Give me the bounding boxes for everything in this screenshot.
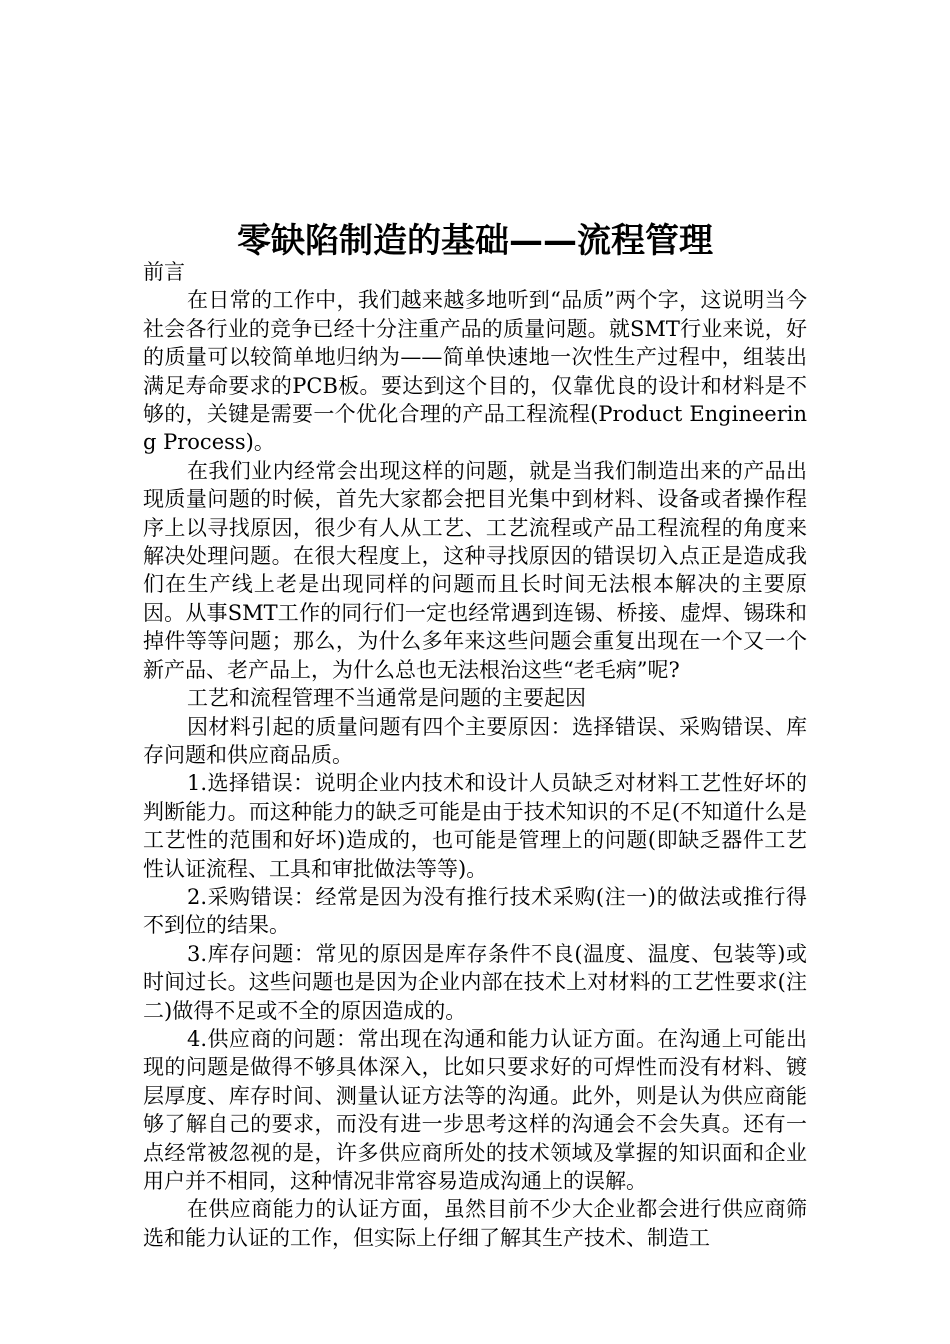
document-body	[143, 258, 807, 1252]
list-item: 3.库存问题：常见的原因是库存条件不良(温度、温度、包装等)或时间过长。这些问题也是因为企业内部在技术上对材料的工艺性要求(注二)做得不足或不全的原因造成的。	[143, 941, 807, 1023]
paragraph: 在日常的工作中，我们越来越多地听到“品质”两个字，这说明当今社会各行业的竞争已经十分注重产品的质量问题。就SMT行业来说，好的质量可以较简单地归纳为——简单快速地一次性生产过程中，组装出满足寿命要求的PCB板。要达到这个目的，仅靠优良的设计和材料是不够的，关键是需要一个优化合理的产品工程流程(Product Engineering Process)。	[143, 288, 807, 455]
list-item: 1.选择错误：说明企业内技术和设计人员缺乏对材料工艺性好坏的判断能力。而这种能力的缺乏可能是由于技术知识的不足(不知道什么是工艺性的范围和好坏)造成的，也可能是管理上的问题(即缺乏器件工艺性认证流程、工具和审批做法等等)。	[143, 771, 807, 881]
paragraph: 在我们业内经常会出现这样的问题，就是当我们制造出来的产品出现质量问题的时候，首先大家都会把目光集中到材料、设备或者操作程序上以寻找原因，很少有人从工艺、工艺流程或产品工程流程的角度来解决处理问题。在很大程度上，这种寻找原因的错误切入点正是造成我们在生产线上老是出现同样的问题而且长时间无法根本解决的主要原因。从事SMT工作的同行们一定也经常遇到连锡、桥接、虚焊、锡珠和掉件等等问题；那么，为什么多年来这些问题会重复出现在一个又一个新产品、老产品上，为什么总也无法根治这些“老毛病”呢?	[143, 458, 807, 682]
document-title: 零缺陷制造的基础——流程管理	[237, 221, 713, 261]
section-heading-preface: 前言	[143, 260, 185, 284]
list-item: 2.采购错误：经常是因为没有推行技术采购(注一)的做法或推行得不到位的结果。	[143, 884, 807, 938]
paragraph: 在供应商能力的认证方面，虽然目前不少大企业都会进行供应商筛选和能力认证的工作，但实际上仔细了解其生产技术、制造工	[143, 1197, 807, 1250]
section-heading: 工艺和流程管理不当通常是问题的主要起因	[187, 686, 586, 711]
paragraph: 因材料引起的质量问题有四个主要原因：选择错误、采购错误、库存问题和供应商品质。	[143, 714, 807, 767]
list-item: 4.供应商的问题：常出现在沟通和能力认证方面。在沟通上可能出现的问题是做得不够具体深入，比如只要求好的可焊性而没有材料、镀层厚度、库存时间、测量认证方法等的沟通。此外，则是认为供应商能够了解自己的要求，而没有进一步思考这样的沟通会不会失真。还有一点经常被忽视的是，许多供应商所处的技术领域及掌握的知识面和企业用户并不相同，这种情况非常容易造成沟通上的误解。	[143, 1026, 807, 1193]
